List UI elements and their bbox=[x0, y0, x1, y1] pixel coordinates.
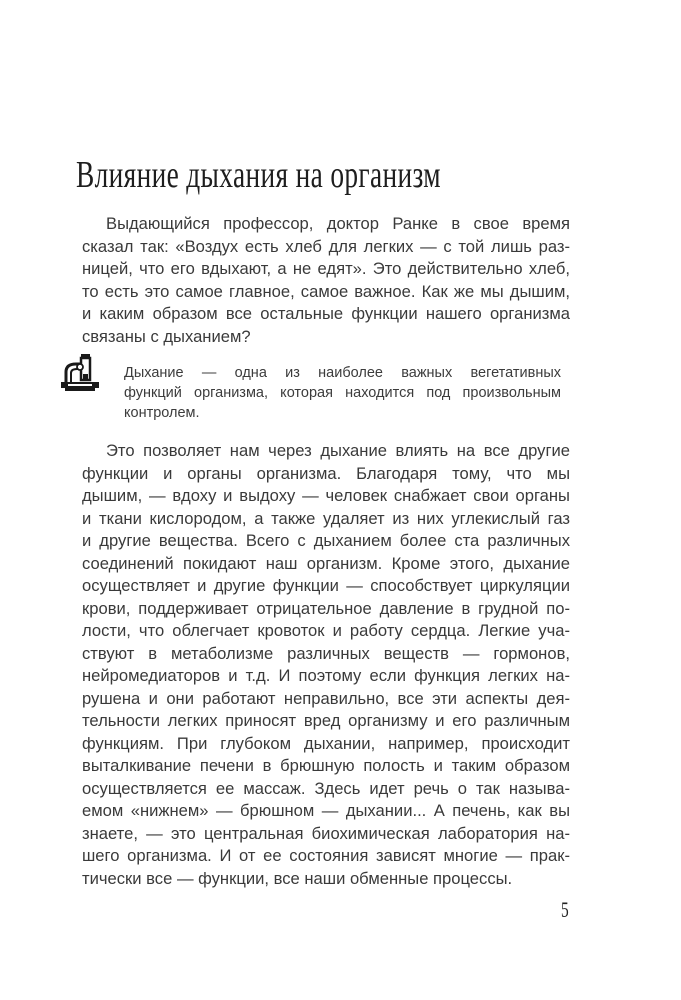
text-line: осуществляет и другие функции — способствует циркуляции bbox=[82, 576, 570, 595]
text-line: Это позволяет нам через дыхание влиять на все другие bbox=[106, 441, 570, 460]
text-line: и ткани кислородом, а также удаляет из них углекислый газ bbox=[82, 508, 570, 528]
text-line: шего организма. И от ее состояния зависят многие — прак- bbox=[82, 846, 570, 865]
text-line: то есть это самое главное, самое важное. Как же мы дышим, bbox=[82, 281, 570, 301]
callout-note bbox=[124, 363, 561, 423]
text-line: тельности легких приносят вред организму и его различным bbox=[82, 711, 570, 730]
note-line: функций организма, которая находится под произвольным bbox=[124, 385, 561, 401]
text-line: выталкивание печени в брюшную полость и таким образом bbox=[82, 756, 570, 775]
text-line: функциям. При глубоком дыхании, например, происходит bbox=[82, 733, 570, 753]
note-line: Дыхание — одна из наиболее важных вегетативных bbox=[124, 365, 561, 381]
text-line: и каким образом все остальные функции нашего организма bbox=[82, 304, 570, 323]
microscope-icon bbox=[59, 352, 101, 392]
text-line: знаете, — это центральная биохимическая лаборатория на- bbox=[82, 823, 570, 843]
text-line: крови, поддерживает отрицательное давление в грудной по- bbox=[82, 598, 570, 618]
text-line: ницей, что его вдыхают, а не едят». Это действительно хлеб, bbox=[82, 259, 570, 278]
text-line: тически все — функции, все наши обменные процессы. bbox=[82, 868, 513, 888]
text-line: дышим, — вдоху и выдоху — человек снабжает свои органы bbox=[82, 486, 570, 505]
text-line: емом «нижнем» — брюшном — дыхании... А печень, как вы bbox=[82, 801, 570, 820]
text-line: функции и органы организма. Благодаря тому, что мы bbox=[82, 463, 570, 483]
text-line: рушена и они работают неправильно, все эти аспекты дея- bbox=[82, 688, 570, 708]
text-line: Выдающийся профессор, доктор Ранке в свое время bbox=[106, 214, 570, 233]
text-line: связаны с дыханием? bbox=[82, 326, 251, 346]
text-line: ствуют в метаболизме различных веществ — гормонов, bbox=[82, 643, 570, 663]
text-line: нейромедиаторов и т.д. И поэтому если функция легких на- bbox=[82, 666, 570, 685]
main-paragraph bbox=[82, 440, 570, 890]
text-line: сказал так: «Воздух есть хлеб для легких — с той лишь раз- bbox=[82, 236, 570, 256]
text-line: лости, что облегчает кровоток и работу сердца. Легкие уча- bbox=[82, 621, 570, 640]
text-line: соединений покидают наш организм. Кроме этого, дыхание bbox=[82, 553, 570, 573]
note-line: контролем. bbox=[124, 405, 200, 421]
chapter-title: Влияние дыхания на организм bbox=[76, 154, 441, 197]
page-number: 5 bbox=[561, 897, 569, 922]
text-line: осуществляется ее массаж. Здесь идет речь о так называ- bbox=[82, 778, 570, 798]
text-line: и другие вещества. Всего с дыханием более ста различных bbox=[82, 531, 570, 550]
intro-paragraph bbox=[82, 213, 570, 348]
